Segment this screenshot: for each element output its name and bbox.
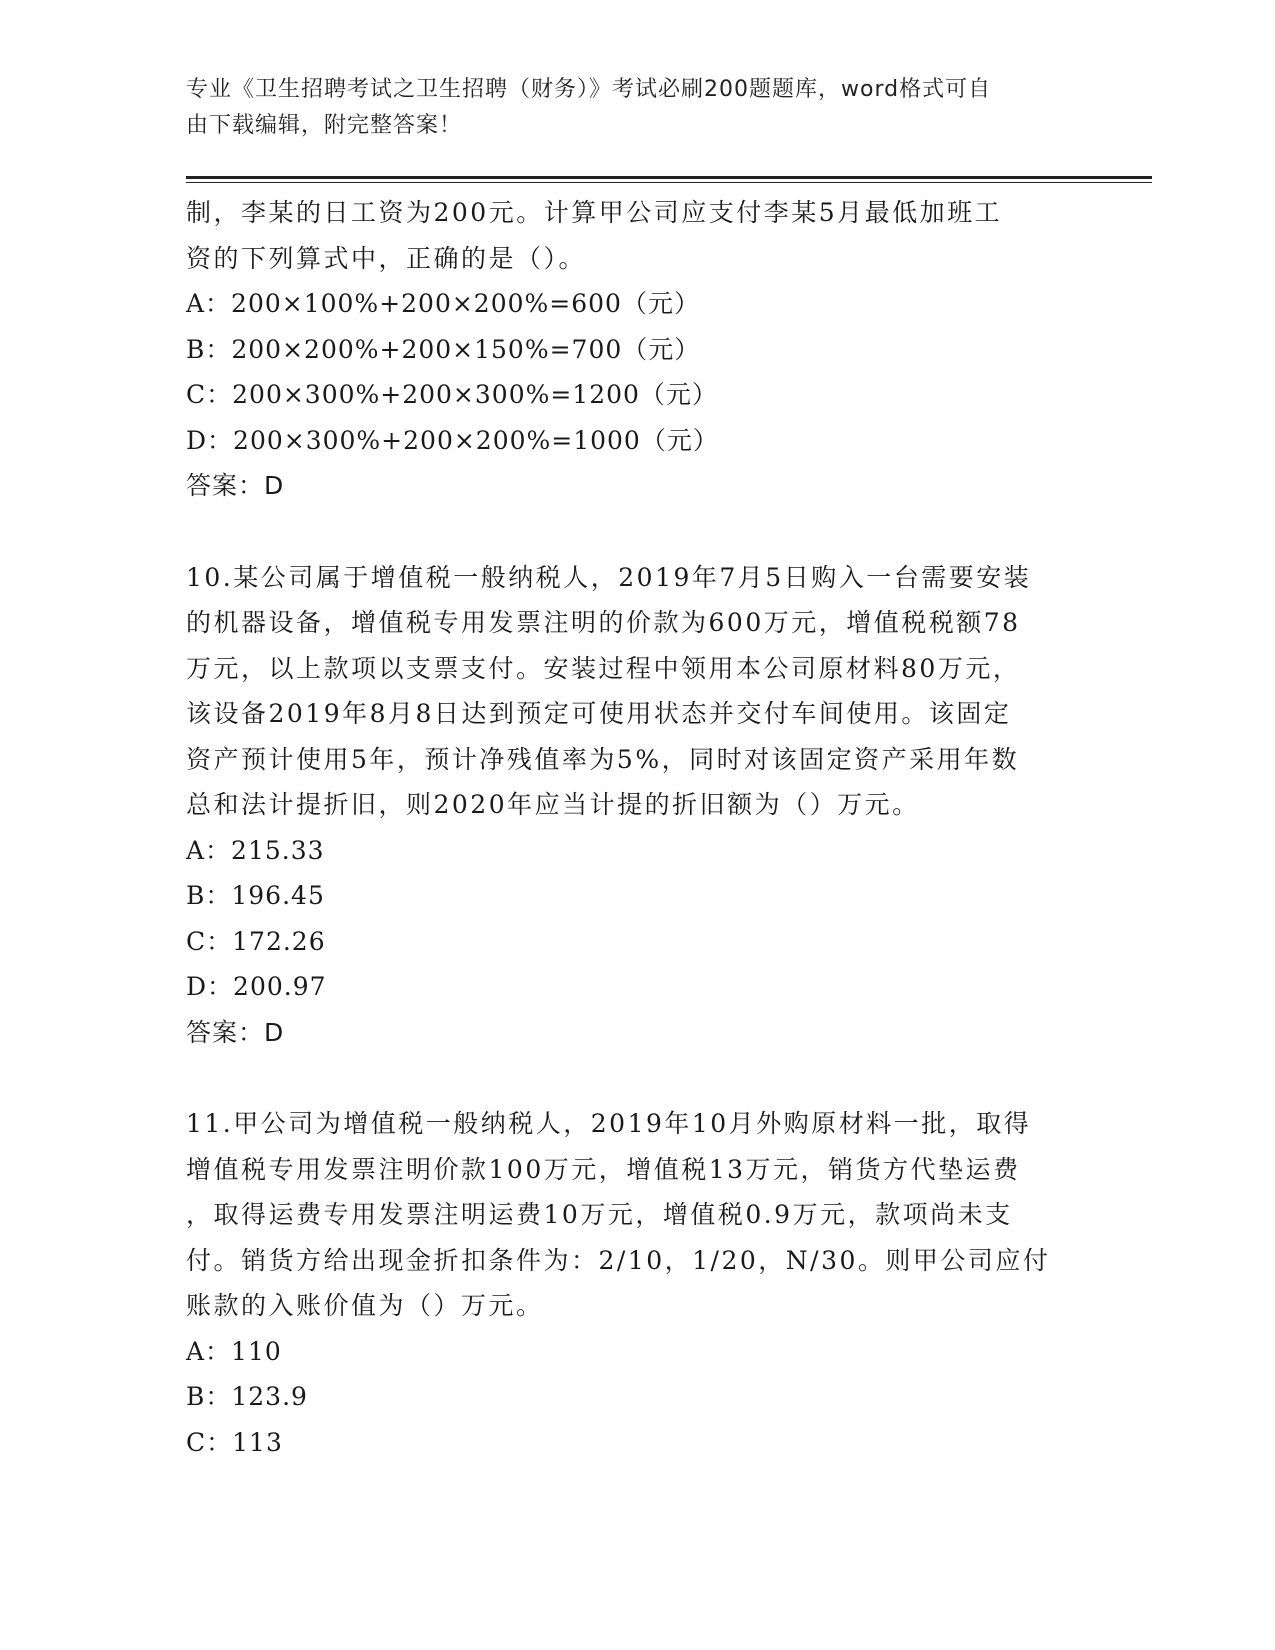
header-divider-thin	[186, 182, 1152, 183]
answer-line: 答案：D	[186, 1017, 285, 1047]
question-stem-line: 资产预计使用5年，预计净残值率为5%，同时对该固定资产采用年数	[186, 744, 1020, 774]
option-b: B：200×200%+200×150%=700（元）	[186, 334, 701, 364]
question-stem-line: 该设备2019年8月8日达到预定可使用状态并交付车间使用。该固定	[186, 699, 1012, 728]
question-10	[186, 555, 1086, 1056]
question-stem-line: 资的下列算式中，正确的是（）。	[186, 243, 587, 273]
question-9	[186, 190, 1086, 509]
question-stem-line: 付。销货方给出现金折扣条件为：2/10，1/20，N/30。则甲公司应付	[186, 1245, 1051, 1275]
document-body	[186, 190, 1086, 1465]
option-d: D：200×300%+200×200%=1000（元）	[186, 425, 719, 455]
spacer	[186, 509, 1086, 555]
question-stem-line: 增值税专用发票注明价款100万元，增值税13万元，销货方代垫运费	[186, 1154, 1021, 1184]
option-a: A：215.33	[186, 835, 325, 865]
option-d: D：200.97	[186, 972, 327, 1001]
header-divider-thick	[186, 176, 1152, 179]
header-line-2: 由下载编辑，附完整答案！	[186, 113, 463, 138]
question-stem-line: 11.甲公司为增值税一般纳税人，2019年10月外购原材料一批，取得	[186, 1109, 1032, 1138]
question-11	[186, 1101, 1086, 1465]
question-stem-line: 10.某公司属于增值税一般纳税人，2019年7月5日购入一台需要安装	[186, 562, 1032, 592]
question-stem-line: 万元，以上款项以支票支付。安装过程中领用本公司原材料80万元，	[186, 653, 1021, 683]
question-stem-line: 的机器设备，增值税专用发票注明的价款为600万元，增值税税额78	[186, 608, 1021, 637]
option-b: B：196.45	[186, 881, 325, 910]
question-stem-line: 制，李某的日工资为200元。计算甲公司应支付李某5月最低加班工	[186, 198, 1003, 227]
option-c: C：200×300%+200×300%=1200（元）	[186, 380, 718, 409]
option-a: A：110	[186, 1336, 282, 1366]
question-stem-line: 总和法计提折旧，则2020年应当计提的折旧额为（）万元。	[186, 790, 920, 819]
question-stem-line: 账款的入账价值为（）万元。	[186, 1291, 544, 1320]
document-header	[186, 72, 1066, 144]
option-c: C：172.26	[186, 926, 326, 956]
answer-line: 答案：D	[186, 471, 285, 500]
option-a: A：200×100%+200×200%=600（元）	[186, 289, 700, 318]
option-c: C：113	[186, 1427, 283, 1457]
header-line-1: 专业《卫生招聘考试之卫生招聘（财务）》考试必刷200题题库，word格式可自	[186, 77, 992, 102]
option-b: B：123.9	[186, 1382, 308, 1411]
question-stem-line: ，取得运费专用发票注明运费10万元，增值税0.9万元，款项尚未支	[186, 1200, 1013, 1229]
spacer	[186, 1055, 1086, 1101]
